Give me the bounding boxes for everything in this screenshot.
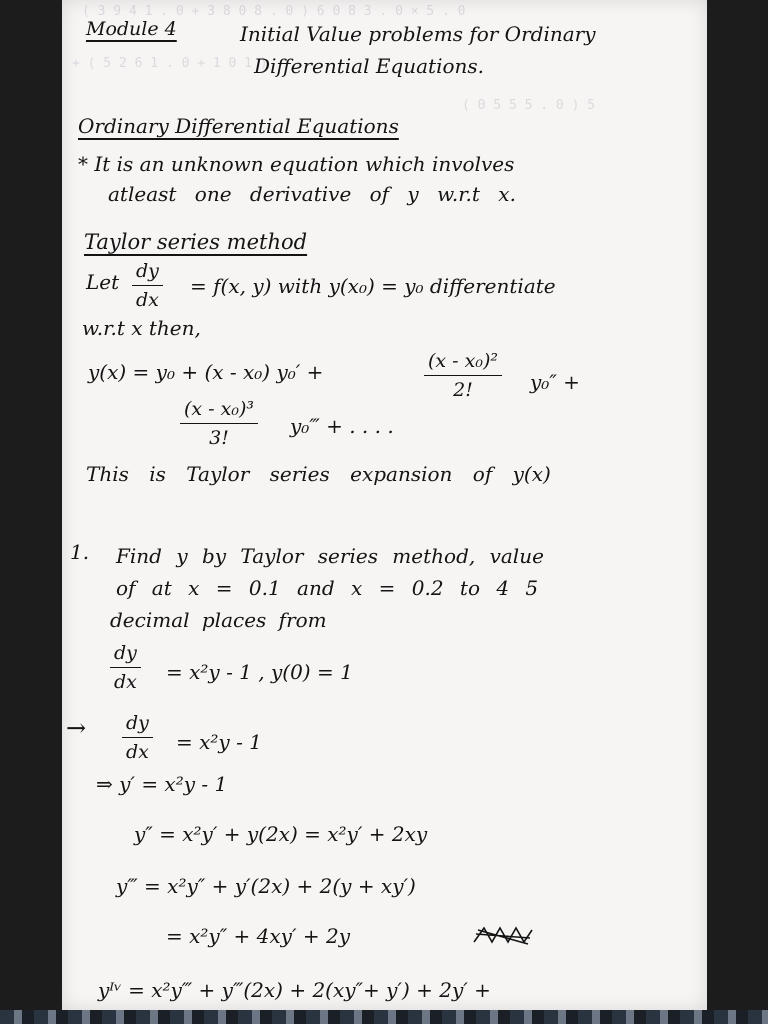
- fraction-denominator: 2!: [453, 379, 473, 401]
- section-heading: Ordinary Differential Equations: [78, 114, 399, 138]
- definition-line1: * It is an unknown equation which involves: [78, 152, 515, 176]
- expansion-fraction-3: [180, 398, 258, 449]
- show-through-text: ( 0 5 5 5 . 0 ) 5: [462, 98, 596, 113]
- taylor-heading: Taylor series method: [84, 230, 308, 254]
- fraction-numerator: dy: [110, 642, 141, 668]
- problem-dy-dx: [110, 642, 141, 693]
- solution-line3: y″ = x²y′ + y(2x) = x²y′ + 2xy: [134, 822, 428, 846]
- solution-arrow: →: [66, 714, 87, 742]
- definition-line2: atleast one derivative of y w.r.t x.: [108, 182, 516, 206]
- page-title-line2: Differential Equations.: [254, 54, 485, 78]
- expansion-term3-tail: y₀‴ + . . . .: [290, 414, 394, 438]
- problem-number: 1.: [70, 540, 90, 564]
- problem-line1: Find y by Taylor series method, value: [116, 544, 544, 568]
- let-text: Let: [86, 270, 120, 294]
- fraction-denominator: dx: [136, 289, 159, 311]
- taylor-conclusion: This is Taylor series expansion of y(x): [86, 462, 551, 486]
- taylor-condition: = f(x, y) with y(x₀) = y₀ differentiate: [190, 274, 556, 298]
- fraction-numerator: dy: [122, 712, 153, 738]
- module-label: Module 4: [86, 18, 177, 40]
- problem-line2: of at x = 0.1 and x = 0.2 to 4 5: [116, 576, 539, 600]
- fraction-numerator: (x - x₀)²: [424, 350, 502, 376]
- problem-equation: = x²y - 1 , y(0) = 1: [166, 660, 353, 684]
- solution-line1: = x²y - 1: [176, 730, 262, 754]
- solution-line6: yᴵᵛ = x²y‴ + y‴(2x) + 2(xy″+ y′) + 2y′ +: [98, 978, 491, 1002]
- taylor-wrt-line: w.r.t x then,: [82, 316, 201, 340]
- fraction-denominator: dx: [114, 671, 137, 693]
- fraction-denominator: 3!: [209, 427, 229, 449]
- solution-dy-dx: [122, 712, 153, 763]
- fraction-numerator: (x - x₀)³: [180, 398, 258, 424]
- solution-line5: = x²y″ + 4xy′ + 2y: [166, 924, 350, 948]
- fraction-denominator: dx: [126, 741, 149, 763]
- expansion-fraction-2: [424, 350, 502, 401]
- expansion-term2-tail: y₀″ +: [530, 370, 580, 394]
- page-title-line1: Initial Value problems for Ordinary: [240, 22, 596, 46]
- show-through-text: ( 3 9 4 1 . 0 + 3 8 0 8 . 0 ) 6 0 8 3 . 0 × 5 . 0: [82, 4, 466, 19]
- background-strip: [0, 1010, 768, 1024]
- notebook-page: [62, 0, 707, 1010]
- solution-line2: ⇒ y′ = x²y - 1: [96, 772, 228, 796]
- problem-line3: decimal places from: [110, 608, 327, 632]
- scribble-mark: [470, 922, 536, 948]
- dy-dx-fraction: [132, 260, 163, 311]
- fraction-numerator: dy: [132, 260, 163, 286]
- solution-line4: y‴ = x²y″ + y′(2x) + 2(y + xy′): [116, 874, 416, 898]
- show-through-text: + ( 5 2 6 1 . 0 + 1 0 1 ): [72, 56, 268, 71]
- expansion-line1: y(x) = y₀ + (x - x₀) y₀′ +: [88, 360, 324, 384]
